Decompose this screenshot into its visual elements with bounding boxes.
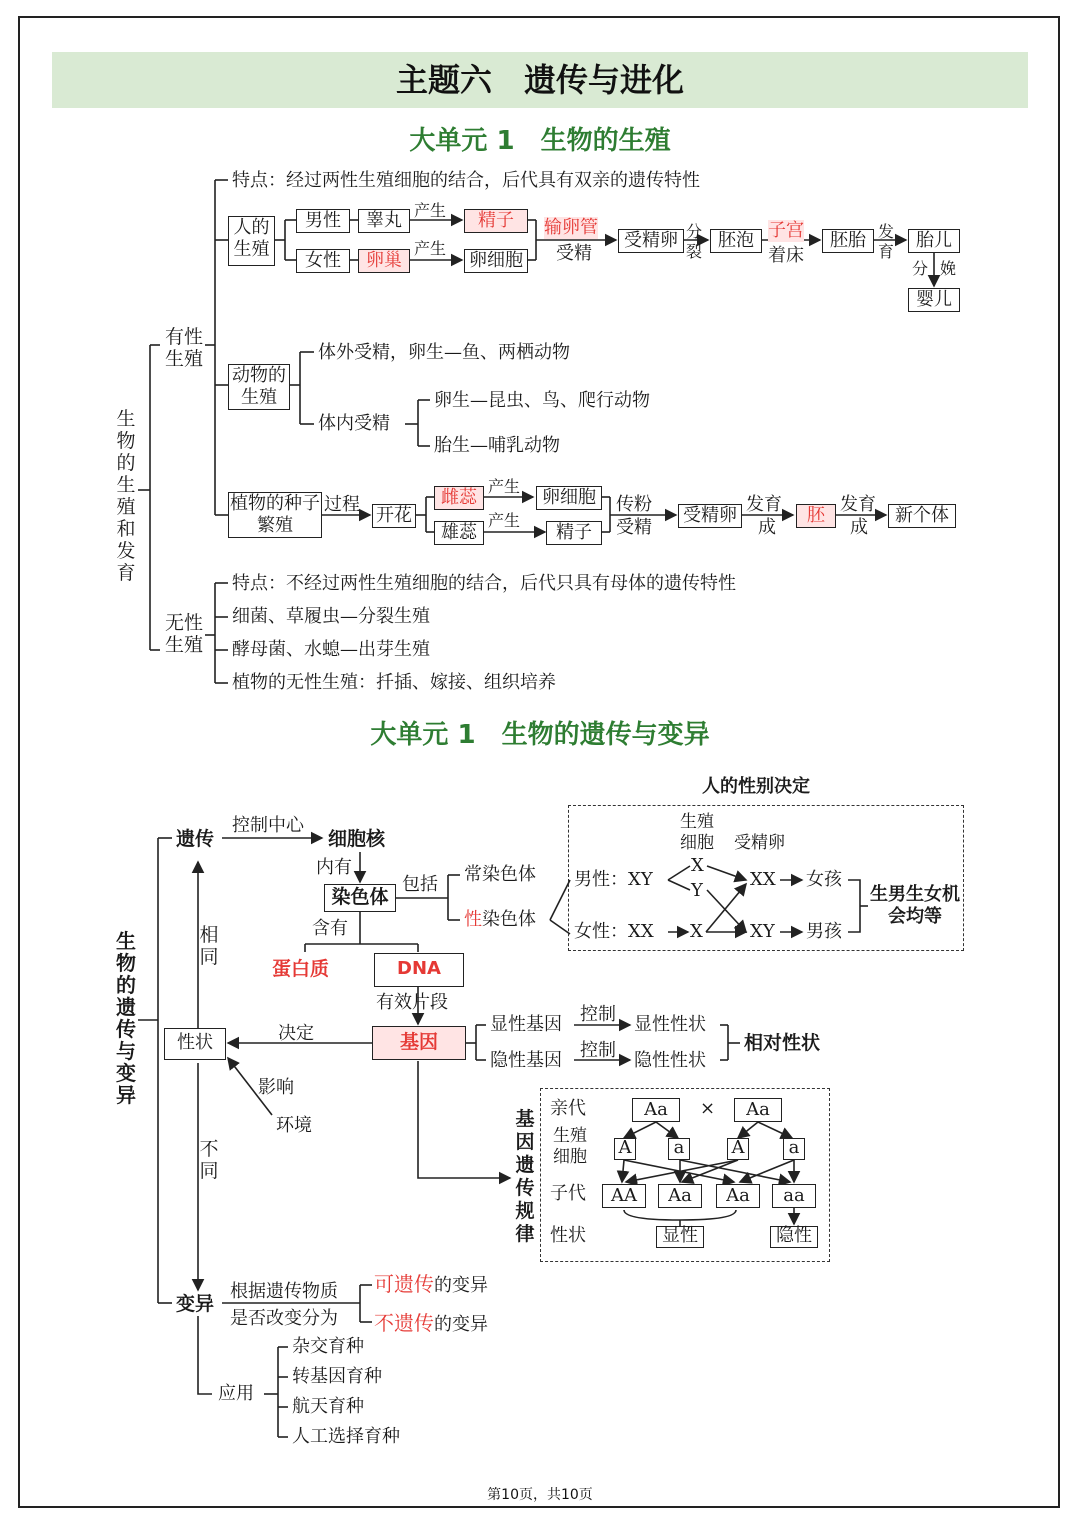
include-label: 包括 — [402, 874, 438, 895]
recessive-trait-label: 隐性性状 — [634, 1050, 706, 1071]
plant-zygote-box: 受精卵 — [678, 504, 742, 528]
law-parent-label: 亲代 — [550, 1098, 586, 1119]
gamete-x2: X — [690, 921, 703, 942]
relative-trait-label: 相对性状 — [744, 1032, 821, 1054]
decide-label: 决定 — [278, 1023, 314, 1044]
female-xx: 女性：XX — [574, 921, 654, 942]
plant-fertilize-label: 受精 — [616, 517, 652, 538]
trait-box: 性状 — [164, 1028, 226, 1060]
boy-label: 男孩 — [806, 921, 842, 942]
male-box: 男性 — [296, 209, 350, 233]
s1-root: 生物的生殖和发育 — [116, 408, 136, 584]
implant-label: 着床 — [768, 245, 804, 266]
application-item: 航天育种 — [292, 1396, 364, 1417]
viviparous: 胎生—哺乳动物 — [434, 435, 560, 456]
female-box: 女性 — [296, 249, 350, 273]
environment-label: 环境 — [276, 1115, 312, 1136]
recessive-result-box: 隐性 — [770, 1226, 818, 1248]
plant-produce-1: 产生 — [488, 477, 521, 496]
law-trait-label: 性状 — [550, 1225, 586, 1246]
dominant-gene-label: 显性基因 — [490, 1014, 562, 1035]
plant-embryo-box: 胚 — [796, 504, 836, 528]
section1-heading: 大单元 1 生物的生殖 — [409, 126, 671, 156]
gamete-x1: X — [691, 855, 704, 876]
different-label: 不同 — [199, 1138, 219, 1182]
divide-label: 分裂 — [685, 222, 702, 261]
autosome-label: 常染色体 — [464, 864, 536, 885]
dna-box: DNA — [374, 953, 464, 987]
s2-root: 生物的遗传与变异 — [116, 929, 136, 1107]
pistil-box: 雌蕊 — [434, 486, 484, 510]
offspring-box: aa — [772, 1184, 816, 1208]
asexual-item: 酵母菌、水螅—出芽生殖 — [232, 639, 430, 660]
law-offspring-label: 子代 — [550, 1183, 586, 1204]
uterus-label: 子宫 — [768, 220, 804, 241]
nonheritable-variation — [374, 1312, 488, 1336]
by-material-1: 根据遗传物质 — [230, 1281, 338, 1302]
apply-label: 应用 — [218, 1383, 254, 1404]
ovary-box: 卵巢 — [358, 249, 410, 273]
sex-zygote-label: 受精卵 — [734, 833, 785, 853]
parent-aa-box: Aa — [632, 1098, 680, 1122]
sex-chromosome-red: 性 — [464, 909, 482, 930]
application-item: 人工选择育种 — [292, 1426, 400, 1447]
genetic-law-title: 基因遗传规律 — [515, 1108, 535, 1245]
bloom-box: 开花 — [372, 504, 416, 528]
blastocyst-box: 胚泡 — [710, 229, 762, 253]
testis-box: 睾丸 — [358, 209, 410, 233]
protein-label: 蛋白质 — [272, 958, 330, 980]
become-label-2: 成 — [850, 517, 868, 538]
nonheritable-rest: 的变异 — [434, 1314, 488, 1335]
sex-chromosome-rest: 染色体 — [482, 909, 536, 930]
birth-label: 分娩 — [912, 259, 969, 278]
cross-symbol: × — [700, 1098, 716, 1119]
fertilize-label: 受精 — [556, 243, 592, 264]
offspring-box: Aa — [658, 1184, 702, 1208]
heredity-label: 遗传 — [176, 828, 215, 850]
male-xy: 男性：XY — [574, 869, 653, 890]
dominant-result-box: 显性 — [656, 1226, 704, 1248]
become-label-1: 成 — [758, 517, 776, 538]
oviduct-label: 输卵管 — [544, 217, 598, 238]
develop-label: 发育 — [877, 222, 894, 261]
page-title: 主题六 遗传与进化 — [395, 61, 684, 99]
gene-box: 基因 — [372, 1026, 466, 1060]
girl-label: 女孩 — [806, 869, 842, 890]
page-footer: 第10页，共10页 — [487, 1487, 593, 1503]
internal-fertilization: 体内受精 — [318, 413, 390, 434]
nonheritable-red: 不遗传 — [374, 1311, 434, 1335]
plant-egg-box: 卵细胞 — [536, 486, 602, 510]
s1-sexual-feature: 特点：经过两性生殖细胞的结合，后代具有双亲的遗传特性 — [232, 170, 700, 191]
parent-aa-box: Aa — [734, 1098, 782, 1122]
sex-germ-label: 生殖细胞 — [680, 812, 714, 853]
asexual-item: 植物的无性生殖：扦插、嫁接、组织培养 — [232, 672, 556, 693]
segment-label: 有效片段 — [376, 992, 448, 1013]
heritable-red: 可遗传 — [374, 1272, 434, 1296]
develop-label-2: 发育 — [840, 494, 876, 515]
chromosome-box: 染色体 — [324, 884, 396, 912]
control-label-2: 控制 — [580, 1040, 616, 1061]
develop-label-1: 发育 — [746, 494, 782, 515]
by-material-2: 是否改变分为 — [230, 1308, 338, 1329]
dominant-trait-label: 显性性状 — [634, 1014, 706, 1035]
process-label: 过程 — [324, 494, 360, 515]
control-center-label: 控制中心 — [232, 815, 304, 836]
gamete-y: Y — [691, 880, 703, 901]
heritable-variation — [374, 1273, 488, 1297]
sex-conclusion: 生男生女机会均等 — [870, 884, 960, 927]
external-fertilization: 体外受精，卵生—鱼、两栖动物 — [318, 342, 570, 363]
zygote-xy: XY — [750, 921, 775, 942]
zygote-box: 受精卵 — [618, 229, 684, 253]
gamete-box: A — [614, 1138, 636, 1160]
zygote-xx: XX — [750, 869, 776, 890]
plant-seed-reproduction-box: 植物的种子繁殖 — [230, 493, 320, 536]
sex-determination-title: 人的性别决定 — [702, 776, 810, 797]
heritable-rest: 的变异 — [434, 1275, 488, 1296]
recessive-gene-label: 隐性基因 — [490, 1050, 562, 1071]
gamete-box: a — [668, 1138, 690, 1160]
section2-heading: 大单元 1 生物的遗传与变异 — [370, 720, 710, 750]
animal-reproduction-box: 动物的生殖 — [228, 364, 290, 410]
sperm-box: 精子 — [464, 209, 528, 233]
oviparous: 卵生—昆虫、鸟、爬行动物 — [434, 390, 650, 411]
produce-label-1: 产生 — [414, 201, 447, 220]
contains-label: 内有 — [316, 857, 352, 878]
gamete-box: A — [727, 1138, 749, 1160]
plant-produce-2: 产生 — [488, 511, 521, 530]
sex-chromosome-label — [464, 909, 536, 931]
variation-label: 变异 — [176, 1293, 215, 1315]
stamen-box: 雄蕊 — [434, 521, 484, 545]
human-reproduction-box: 人的生殖 — [228, 216, 275, 266]
offspring-box: AA — [602, 1184, 646, 1208]
egg-box: 卵细胞 — [464, 249, 528, 273]
hasinside-label: 含有 — [312, 918, 348, 939]
influence-label: 影响 — [258, 1077, 294, 1098]
pollinate-label: 传粉 — [616, 494, 652, 515]
gamete-box: a — [783, 1138, 805, 1160]
embryo-box: 胚胎 — [822, 229, 874, 253]
offspring-box: Aa — [716, 1184, 760, 1208]
baby-box: 婴儿 — [908, 288, 960, 312]
fetus-box: 胎儿 — [908, 229, 960, 253]
application-item: 转基因育种 — [292, 1366, 382, 1387]
control-label-1: 控制 — [580, 1004, 616, 1025]
same-label: 相同 — [199, 924, 219, 968]
produce-label-2: 产生 — [414, 239, 447, 258]
s1-asexual: 无性生殖 — [164, 612, 203, 656]
s1-sexual: 有性生殖 — [164, 326, 203, 370]
nucleus-label: 细胞核 — [328, 828, 386, 850]
plant-sperm-box: 精子 — [546, 521, 602, 545]
asexual-item: 细菌、草履虫—分裂生殖 — [232, 606, 430, 627]
asexual-item: 特点：不经过两性生殖细胞的结合，后代只具有母体的遗传特性 — [232, 573, 736, 594]
new-individual-box: 新个体 — [888, 504, 956, 528]
law-germ-label: 生殖细胞 — [553, 1126, 587, 1167]
application-item: 杂交育种 — [292, 1336, 364, 1357]
